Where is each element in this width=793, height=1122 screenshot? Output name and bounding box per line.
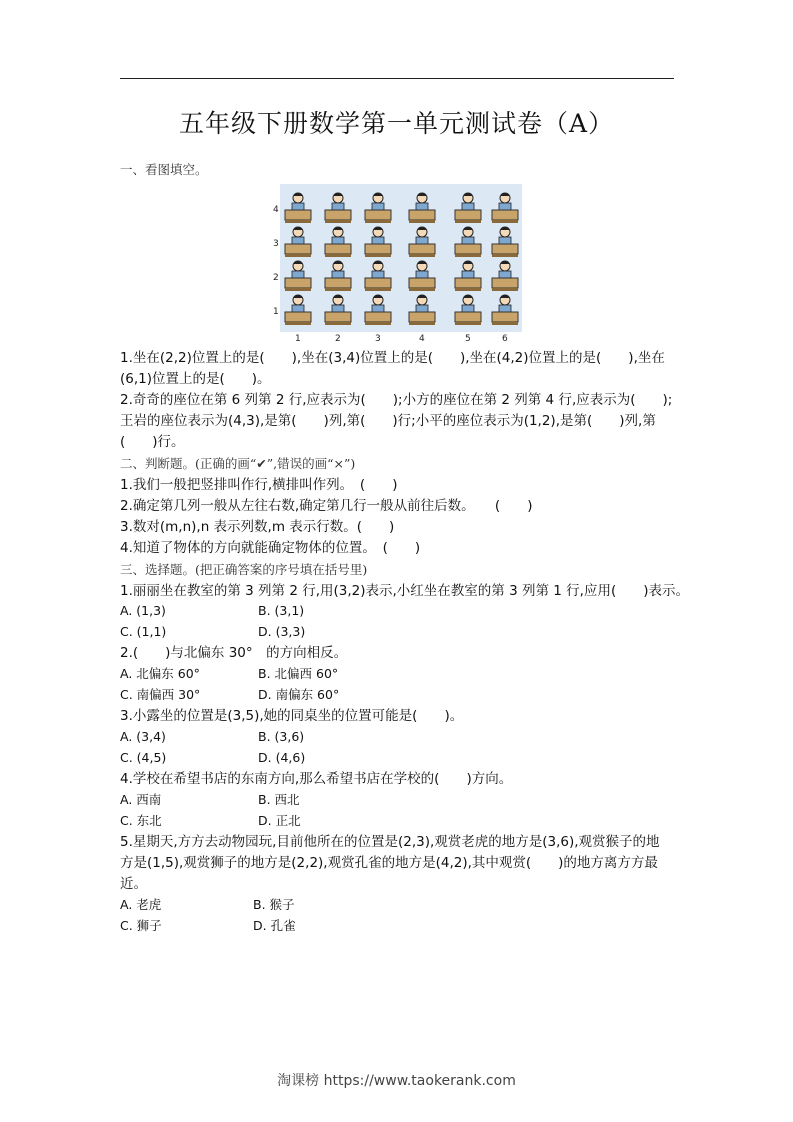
desk: [409, 278, 435, 288]
column-label: 5: [465, 334, 471, 344]
s2-item-3: 3.数对(m,n),n 表示列数,m 表示行数。( ): [120, 519, 395, 535]
page-title: 五年级下册数学第一单元测试卷（A）: [178, 109, 615, 138]
s1-q2-line3: ( )行。: [120, 434, 185, 450]
s3-q5-stem-line3: 近。: [120, 876, 147, 892]
s3-q1-option-d: D. (3,3): [258, 624, 306, 639]
s3-q2-stem: 2.( )与北偏东 30° 的方向相反。: [120, 645, 348, 661]
s3-q3-option-a: A. (3,4): [120, 729, 166, 744]
row-label: 4: [273, 205, 279, 215]
section2-heading: 二、判断题。(正确的画“✔”,错误的画“×”): [120, 456, 356, 471]
column-label: 1: [295, 334, 301, 344]
s3-q4-option-d: D. 正北: [258, 813, 301, 828]
desk-front: [365, 254, 391, 257]
s3-q1-option-c: C. (1,1): [120, 624, 167, 639]
desk: [365, 312, 391, 322]
s1-q2-line1: 2.奇奇的座位在第 6 列第 2 行,应表示为( );小方的座位在第 2 列第 4 行,应表示为( );: [120, 392, 673, 408]
figure-background: [280, 184, 522, 332]
s3-q4-option-b: B. 西北: [258, 792, 300, 807]
s3-q5-option-b: B. 猴子: [253, 897, 295, 912]
desk-front: [285, 220, 311, 223]
s3-q1-option-a: A. (1,3): [120, 603, 166, 618]
desk: [325, 278, 351, 288]
s2-item-2: 2.确定第几列一般从左往右数,确定第几行一般从前往后数。 ( ): [120, 498, 533, 514]
desk-front: [409, 288, 435, 291]
desk: [285, 312, 311, 322]
desk-front: [325, 254, 351, 257]
s1-q2-line2: 王岩的座位表示为(4,3),是第( )列,第( )行;小平的座位表示为(1,2),是第( )列,第: [120, 413, 656, 429]
desk: [285, 210, 311, 220]
desk: [455, 278, 481, 288]
desk-front: [492, 322, 518, 325]
desk: [492, 210, 518, 220]
desk-front: [409, 254, 435, 257]
s3-q3-option-d: D. (4,6): [258, 750, 306, 765]
s2-item-1: 1.我们一般把竖排叫作行,横排叫作列。 ( ): [120, 477, 398, 493]
desk: [409, 312, 435, 322]
desk: [325, 312, 351, 322]
top-rule: [120, 78, 674, 79]
row-label: 3: [273, 239, 279, 249]
section3-heading: 三、选择题。(把正确答案的序号填在括号里): [120, 562, 368, 577]
desk-front: [285, 322, 311, 325]
desk-front: [365, 322, 391, 325]
column-label: 4: [419, 334, 425, 344]
s2-item-4: 4.知道了物体的方向就能确定物体的位置。 ( ): [120, 540, 421, 556]
desk-front: [285, 288, 311, 291]
desk-front: [409, 322, 435, 325]
desk: [492, 312, 518, 322]
desk: [409, 210, 435, 220]
column-label: 3: [375, 334, 381, 344]
s3-q3-stem: 3.小露坐的位置是(3,5),她的同桌坐的位置可能是( )。: [120, 708, 464, 724]
desk-front: [455, 322, 481, 325]
s3-q1-stem: 1.丽丽坐在教室的第 3 列第 2 行,用(3,2)表示,小红坐在教室的第 3 列第 1 行,应用( )表示。: [120, 583, 689, 599]
s3-q2-option-b: B. 北偏西 60°: [258, 666, 339, 681]
footer-watermark: 淘课榜 https://www.taokerank.com: [277, 1073, 516, 1089]
s3-q5-option-c: C. 狮子: [120, 918, 162, 933]
s3-q4-option-a: A. 西南: [120, 792, 162, 807]
desk-front: [285, 254, 311, 257]
s3-q4-option-c: C. 东北: [120, 813, 162, 828]
desk-front: [365, 288, 391, 291]
desk: [365, 244, 391, 254]
desk: [325, 210, 351, 220]
desk-front: [492, 254, 518, 257]
s1-q1-line1: 1.坐在(2,2)位置上的是( ),坐在(3,4)位置上的是( ),坐在(4,2)位置上的是( ),坐在: [120, 350, 665, 366]
section1-heading: 一、看图填空。: [120, 162, 208, 177]
desk-front: [325, 322, 351, 325]
desk-front: [492, 288, 518, 291]
desk-front: [455, 288, 481, 291]
classroom-seating-figure: [270, 184, 524, 344]
desk: [455, 210, 481, 220]
desk: [285, 244, 311, 254]
desk-front: [409, 220, 435, 223]
s3-q4-stem: 4.学校在希望书店的东南方向,那么希望书店在学校的( )方向。: [120, 771, 513, 787]
desk: [285, 278, 311, 288]
desk-front: [492, 220, 518, 223]
desk: [365, 210, 391, 220]
s3-q5-option-d: D. 孔雀: [253, 918, 296, 933]
s3-q5-option-a: A. 老虎: [120, 897, 162, 912]
row-label: 2: [273, 273, 279, 283]
desk: [325, 244, 351, 254]
s3-q3-option-b: B. (3,6): [258, 729, 305, 744]
desk: [365, 278, 391, 288]
column-label: 6: [502, 334, 508, 344]
desk-front: [325, 288, 351, 291]
desk: [455, 244, 481, 254]
desk-front: [455, 254, 481, 257]
s3-q2-option-d: D. 南偏东 60°: [258, 687, 340, 702]
desk-front: [365, 220, 391, 223]
desk: [409, 244, 435, 254]
desk: [492, 244, 518, 254]
s3-q5-stem-line1: 5.星期天,方方去动物园玩,目前他所在的位置是(2,3),观赏老虎的地方是(3,6),观赏猴子的地: [120, 834, 660, 850]
column-label: 2: [335, 334, 341, 344]
desk-front: [455, 220, 481, 223]
desk: [492, 278, 518, 288]
s1-q1-line2: (6,1)位置上的是( )。: [120, 371, 271, 387]
s3-q2-option-c: C. 南偏西 30°: [120, 687, 201, 702]
s3-q3-option-c: C. (4,5): [120, 750, 167, 765]
s3-q2-option-a: A. 北偏东 60°: [120, 666, 200, 681]
desk: [455, 312, 481, 322]
row-label: 1: [273, 307, 279, 317]
s3-q1-option-b: B. (3,1): [258, 603, 305, 618]
s3-q5-stem-line2: 方是(1,5),观赏狮子的地方是(2,2),观赏孔雀的地方是(4,2),其中观赏( )的地方离方方最: [120, 855, 658, 871]
desk-front: [325, 220, 351, 223]
